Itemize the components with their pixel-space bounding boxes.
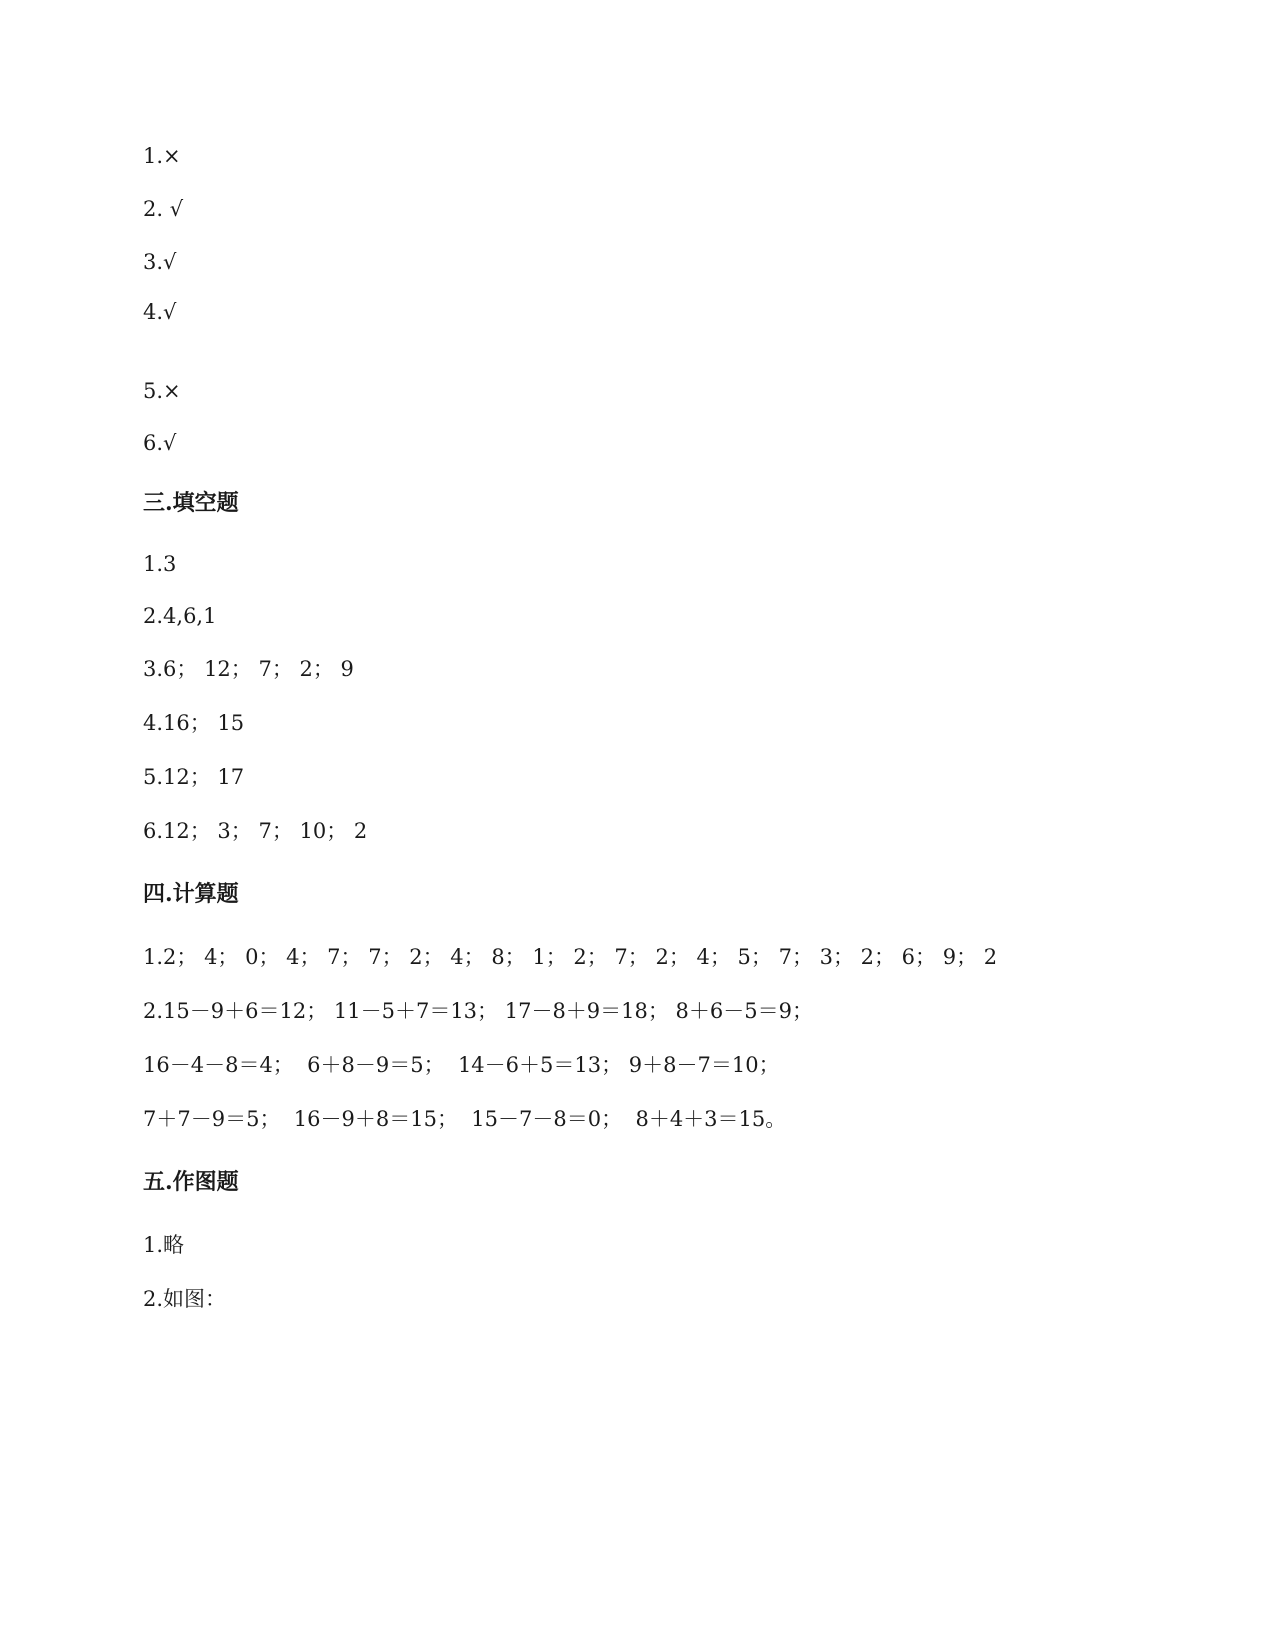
answer-2-3: 3.√ xyxy=(143,250,177,274)
answer-4-2-row-1: 2.15－9＋6＝12； 11－5＋7＝13； 17－8＋9＝18； 8＋6－5＝9； xyxy=(143,999,813,1023)
answer-4-2-row-3: 7＋7－9＝5； 16－9＋8＝15； 15－7－8＝0； 8＋4＋3＝15。 xyxy=(143,1107,787,1131)
answer-3-4: 4.16； 15 xyxy=(143,711,245,735)
answer-4-2-row-2: 16－4－8＝4； 6＋8－9＝5； 14－6＋5＝13； 9＋8－7＝10； xyxy=(143,1053,780,1077)
answer-2-5: 5.× xyxy=(143,379,181,403)
answer-2-4: 4.√ xyxy=(143,300,177,324)
answer-4-1: 1.2； 4； 0； 4； 7； 7； 2； 4； 8； 1； 2； 7； 2； 4； 5； 7； 3； 2； 6； 9； 2 xyxy=(143,945,998,969)
answer-2-2: 2. √ xyxy=(143,197,184,221)
answer-5-2: 2.如图： xyxy=(143,1287,227,1311)
answer-2-6: 6.√ xyxy=(143,431,177,455)
answer-3-6: 6.12； 3； 7； 10； 2 xyxy=(143,819,368,843)
section-heading-calculation: 四.计算题 xyxy=(143,881,239,907)
answer-2-1: 1.× xyxy=(143,144,181,168)
answer-3-1: 1.3 xyxy=(143,552,177,576)
section-heading-fill-in: 三.填空题 xyxy=(143,490,239,516)
section-heading-drawing: 五.作图题 xyxy=(143,1169,239,1195)
answer-3-5: 5.12； 17 xyxy=(143,765,245,789)
answer-3-3: 3.6； 12； 7； 2； 9 xyxy=(143,657,354,681)
answer-3-2: 2.4,6,1 xyxy=(143,604,217,628)
answer-5-1: 1.略 xyxy=(143,1233,185,1257)
